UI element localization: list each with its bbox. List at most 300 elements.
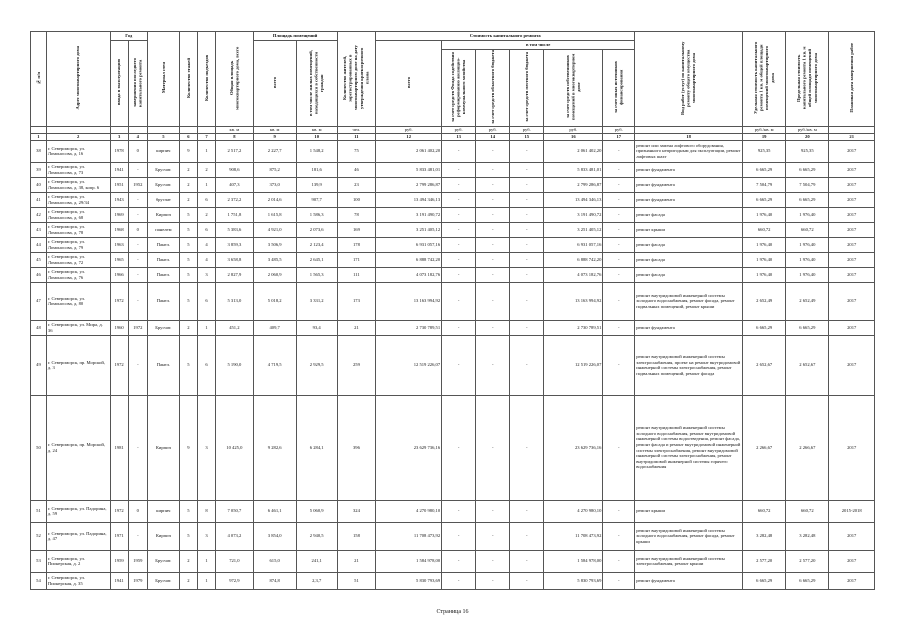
row-number: 46: [31, 267, 47, 282]
floors: 5: [179, 222, 197, 237]
floors: 2: [179, 550, 197, 572]
work-type: ремонт внутридомовой инженерной системы электроснабжения, проект на ремонт внутридомовой инженерной системы электроснабжения, ремонт подвальных помещений, ремонт фасада: [635, 335, 743, 395]
table-row: [31, 252, 875, 267]
residents: 46: [337, 162, 376, 177]
year-repair: -: [128, 267, 147, 282]
table-row: [31, 192, 875, 207]
address: г. Североморск, ул. Мира, д. 36: [46, 320, 110, 335]
column-number-cell: 20: [786, 133, 829, 140]
cost-local: -: [510, 252, 544, 267]
residents: 100: [337, 192, 376, 207]
entrances: 1: [197, 572, 215, 589]
residents: 396: [337, 395, 376, 500]
address: г. Североморск, ул. Падорина, д. 47: [46, 522, 110, 550]
cost-total: 5 830 793,69: [376, 572, 442, 589]
column-number-cell: 19: [743, 133, 786, 140]
wall-material: Брусчат.: [147, 550, 179, 572]
cost-fund: -: [442, 282, 476, 320]
floors: 5: [179, 207, 197, 222]
cost-fund: -: [442, 207, 476, 222]
residents: 78: [337, 207, 376, 222]
unit-cost: 6 665,29: [743, 162, 786, 177]
cost-total: 3 191 490,72: [376, 207, 442, 222]
cost-owners: 6 888 742,20: [544, 252, 603, 267]
floors: 5: [179, 522, 197, 550]
table-row: [31, 320, 875, 335]
cost-regional: -: [476, 140, 510, 162]
address: г. Североморск, ул. Ломоносова, д. 68: [46, 207, 110, 222]
wall-material: Кирпич: [147, 522, 179, 550]
cost-local: -: [510, 395, 544, 500]
limit-cost: 925,35: [786, 140, 829, 162]
cost-other: -: [603, 237, 635, 252]
year-built: 1941: [110, 162, 128, 177]
cost-regional: -: [476, 222, 510, 237]
header-owners: за счет средств собственников помещений в многоквартирном доме: [544, 50, 603, 127]
header-num: № п/п: [31, 32, 47, 127]
total-area: 451,2: [216, 320, 253, 335]
residents: 51: [337, 572, 376, 589]
cost-other: -: [603, 162, 635, 177]
cost-regional: -: [476, 207, 510, 222]
floors: 2: [179, 572, 197, 589]
cost-total: 6 931 057,16: [376, 237, 442, 252]
work-type: ремонт фасада: [635, 252, 743, 267]
area-owned: 2 123,4: [296, 237, 337, 252]
table-row: [31, 177, 875, 192]
year-built: 1971: [110, 522, 128, 550]
entrances: 8: [197, 500, 215, 522]
limit-cost: 6 665,29: [786, 320, 829, 335]
finish-date: 2017: [829, 237, 875, 252]
cost-other: -: [603, 500, 635, 522]
area-all: 615,0: [253, 550, 296, 572]
header-year: Год: [110, 32, 147, 41]
wall-material: Панел.: [147, 237, 179, 252]
wall-material: Панел.: [147, 267, 179, 282]
cost-local: -: [510, 177, 544, 192]
entrances: 1: [197, 177, 215, 192]
cost-other: -: [603, 140, 635, 162]
header-premises-area: Площадь помещений: [253, 32, 337, 41]
column-number-cell: 8: [216, 133, 253, 140]
year-built: 1969: [110, 207, 128, 222]
row-number: 54: [31, 572, 47, 589]
address: г. Североморск, ул. Ломоносова, д. 16: [46, 140, 110, 162]
area-owned: 6 284,1: [296, 395, 337, 500]
residents: 324: [337, 500, 376, 522]
residents: 23: [337, 177, 376, 192]
table-row: [31, 267, 875, 282]
cost-regional: -: [476, 162, 510, 177]
floors: 2: [179, 162, 197, 177]
cost-owners: 5 833 481,01: [544, 162, 603, 177]
year-repair: 1952: [128, 177, 147, 192]
column-number-cell: 16: [544, 133, 603, 140]
cost-fund: -: [442, 335, 476, 395]
area-owned: 1 548,2: [296, 140, 337, 162]
header-year-built: ввода в эксплуатацию: [110, 41, 128, 127]
area-owned: 3 331,2: [296, 282, 337, 320]
year-built: 1972: [110, 500, 128, 522]
year-repair: -: [128, 192, 147, 207]
cost-other: -: [603, 320, 635, 335]
floors: 9: [179, 140, 197, 162]
total-area: 5 383,6: [216, 222, 253, 237]
area-all: 874,8: [253, 572, 296, 589]
limit-cost: 660,72: [786, 500, 829, 522]
entrances: 4: [197, 237, 215, 252]
entrances: 1: [197, 550, 215, 572]
residents: 111: [337, 267, 376, 282]
floors: 5: [179, 335, 197, 395]
total-area: 10 425,0: [216, 395, 253, 500]
column-number-cell: 13: [442, 133, 476, 140]
finish-date: 2017: [829, 320, 875, 335]
finish-date: 2017: [829, 282, 875, 320]
year-built: 1951: [110, 177, 128, 192]
cost-fund: -: [442, 500, 476, 522]
header-cost-total: всего: [376, 41, 442, 127]
limit-cost: 1 976,40: [786, 252, 829, 267]
area-owned: 2 645,1: [296, 252, 337, 267]
cost-total: 3 251 405,12: [376, 222, 442, 237]
floors: 5: [179, 267, 197, 282]
wall-material: Панел.: [147, 282, 179, 320]
column-number-cell: 6: [179, 133, 197, 140]
total-area: 3 658,8: [216, 252, 253, 267]
floors: 5: [179, 237, 197, 252]
total-area: 7 050,7: [216, 500, 253, 522]
table-row: [31, 522, 875, 550]
work-type: ремонт фундамента: [635, 192, 743, 207]
finish-date: 2017: [829, 335, 875, 395]
header-unit-cost: Удельная стоимость капитального ремонта 1 кв. м общей площади помещений многоквартирного дома: [743, 32, 786, 127]
floors: 9: [179, 395, 197, 500]
row-number: 41: [31, 192, 47, 207]
cost-regional: -: [476, 320, 510, 335]
cost-local: -: [510, 335, 544, 395]
limit-cost: 2 266,67: [786, 395, 829, 500]
column-number-cell: 9: [253, 133, 296, 140]
row-number: 49: [31, 335, 47, 395]
cost-owners: 13 494 346,13: [544, 192, 603, 207]
cost-fund: -: [442, 140, 476, 162]
year-repair: -: [128, 207, 147, 222]
cost-regional: -: [476, 395, 510, 500]
limit-cost: 1 976,40: [786, 237, 829, 252]
cost-local: -: [510, 140, 544, 162]
address: г. Североморск, пр. Морской, д. 24: [46, 395, 110, 500]
unit-cost: 1 976,40: [743, 252, 786, 267]
cost-other: -: [603, 222, 635, 237]
area-all: 2 060,9: [253, 267, 296, 282]
entrances: 3: [197, 395, 215, 500]
unit-cost: 2 652,49: [743, 282, 786, 320]
unit-cell: руб.: [603, 126, 635, 133]
address: г. Североморск, ул. Ломоносова, д. 76: [46, 267, 110, 282]
row-number: 39: [31, 162, 47, 177]
total-area: 2 517,2: [216, 140, 253, 162]
table-row: [31, 550, 875, 572]
finish-date: 2017: [829, 252, 875, 267]
cost-total: 2 799 286,87: [376, 177, 442, 192]
area-owned: 2,3,7: [296, 572, 337, 589]
cost-fund: -: [442, 395, 476, 500]
cost-local: -: [510, 192, 544, 207]
cost-fund: -: [442, 237, 476, 252]
address: г. Североморск, пр. Морской, д. 3: [46, 335, 110, 395]
work-type: ремонт фасада: [635, 207, 743, 222]
cost-regional: -: [476, 177, 510, 192]
column-number-cell: 4: [128, 133, 147, 140]
unit-cell: руб./кв. м: [743, 126, 786, 133]
cost-local: -: [510, 572, 544, 589]
unit-cell: [128, 126, 147, 133]
unit-cost: 1 976,40: [743, 237, 786, 252]
column-number-cell: 3: [110, 133, 128, 140]
area-all: 373,0: [253, 177, 296, 192]
year-built: 1941: [110, 572, 128, 589]
header-limit-cost: Предельная стоимость капитального ремонта 1 кв. м общей площади помещений многоквартирного дома: [786, 32, 829, 127]
cost-fund: -: [442, 550, 476, 572]
area-all: 875,2: [253, 162, 296, 177]
work-type: ремонт фасада: [635, 237, 743, 252]
cost-other: -: [603, 192, 635, 207]
unit-cost: 2 652,67: [743, 335, 786, 395]
cost-other: -: [603, 282, 635, 320]
unit-cell: руб./кв. м: [786, 126, 829, 133]
header-area-owned: в том числе жилых помещений, находящихся в собственности граждан: [296, 41, 337, 127]
year-built: 1978: [110, 140, 128, 162]
column-number-cell: 15: [510, 133, 544, 140]
year-repair: 0: [128, 500, 147, 522]
row-number: 45: [31, 252, 47, 267]
floors: 2: [179, 177, 197, 192]
cost-regional: -: [476, 282, 510, 320]
cost-owners: 3 251 405,12: [544, 222, 603, 237]
area-all: 3 506,9: [253, 237, 296, 252]
header-year-repair: завершения последнего капитального ремонта: [128, 41, 147, 127]
cost-regional: -: [476, 252, 510, 267]
cost-regional: -: [476, 335, 510, 395]
total-area: 908,6: [216, 162, 253, 177]
cost-regional: -: [476, 572, 510, 589]
header-including: в том числе: [442, 41, 635, 50]
cost-local: -: [510, 162, 544, 177]
header-residents: Количество жителей, зарегистрированных в многоквартирном доме на дату утверждения краткосрочного плана: [337, 32, 376, 127]
year-built: 1963: [110, 237, 128, 252]
limit-cost: 2 652,49: [786, 282, 829, 320]
table-row: [31, 282, 875, 320]
column-number-cell: 18: [635, 133, 743, 140]
year-built: 1972: [110, 335, 128, 395]
finish-date: 2017: [829, 572, 875, 589]
unit-cell: [147, 126, 179, 133]
cost-other: -: [603, 522, 635, 550]
row-number: 47: [31, 282, 47, 320]
unit-cell: [197, 126, 215, 133]
area-owned: 139,9: [296, 177, 337, 192]
limit-cost: 7 504,79: [786, 177, 829, 192]
limit-cost: 6 665,29: [786, 572, 829, 589]
row-number: 48: [31, 320, 47, 335]
area-all: 3 485,5: [253, 252, 296, 267]
cost-total: 6 888 742,20: [376, 252, 442, 267]
cost-other: -: [603, 252, 635, 267]
cost-total: 11 708 473,92: [376, 522, 442, 550]
cost-local: -: [510, 500, 544, 522]
table-row: [31, 572, 875, 589]
table-row: [31, 162, 875, 177]
cost-owners: 12 519 226,07: [544, 335, 603, 395]
wall-material: Панел.: [147, 252, 179, 267]
capital-repair-table: [30, 31, 875, 590]
column-number-cell: 17: [603, 133, 635, 140]
cost-other: -: [603, 177, 635, 192]
residents: 158: [337, 522, 376, 550]
cost-other: -: [603, 550, 635, 572]
address: г. Североморск, ул. Ломоносова, д. 72: [46, 252, 110, 267]
unit-cost: 1 976,40: [743, 267, 786, 282]
column-number-cell: 12: [376, 133, 442, 140]
area-owned: 1 565,3: [296, 267, 337, 282]
work-type: ремонт крыши: [635, 500, 743, 522]
cost-owners: 4 270 980,10: [544, 500, 603, 522]
column-number-cell: 7: [197, 133, 215, 140]
cost-total: 4 270 980,10: [376, 500, 442, 522]
cost-regional: -: [476, 237, 510, 252]
limit-cost: 3 282,48: [786, 522, 829, 550]
cost-local: -: [510, 237, 544, 252]
floors: 5: [179, 252, 197, 267]
unit-cell: [829, 126, 875, 133]
wall-material: Брусчат.: [147, 572, 179, 589]
work-type: ремонт фундамента: [635, 320, 743, 335]
year-repair: 1972: [128, 320, 147, 335]
year-built: 1972: [110, 282, 128, 320]
finish-date: 2017: [829, 192, 875, 207]
entrances: 6: [197, 282, 215, 320]
area-owned: 1 586,3: [296, 207, 337, 222]
year-built: 1965: [110, 252, 128, 267]
units-row: [31, 126, 875, 133]
limit-cost: 6 665,29: [786, 162, 829, 177]
cost-other: -: [603, 335, 635, 395]
cost-other: -: [603, 572, 635, 589]
table-row: [31, 500, 875, 522]
cost-owners: 6 931 057,16: [544, 237, 603, 252]
residents: 75: [337, 140, 376, 162]
residents: 171: [337, 252, 376, 267]
column-number-cell: 11: [337, 133, 376, 140]
row-number: 52: [31, 522, 47, 550]
entrances: 2: [197, 162, 215, 177]
address: г. Североморск, ул. Ломоносова, д. 78: [46, 222, 110, 237]
unit-cell: чел.: [337, 126, 376, 133]
cost-local: -: [510, 207, 544, 222]
header-cost: Стоимость капитального ремонта: [376, 32, 635, 41]
limit-cost: 660,72: [786, 222, 829, 237]
cost-total: 2 061 402,20: [376, 140, 442, 162]
total-area: 1 751,8: [216, 207, 253, 222]
limit-cost: 2 652,67: [786, 335, 829, 395]
cost-fund: -: [442, 267, 476, 282]
header-work-type: Вид работ (услуг) по капитальному ремонту общего имущества многоквартирного дома: [635, 32, 743, 127]
unit-cost: 660,72: [743, 500, 786, 522]
cost-fund: -: [442, 192, 476, 207]
cost-owners: 5 830 793,69: [544, 572, 603, 589]
header-total-area: Общая площадь многоквартирного дома, всего: [216, 32, 253, 127]
unit-cell: кв. м: [253, 126, 296, 133]
cost-local: -: [510, 222, 544, 237]
cost-regional: -: [476, 267, 510, 282]
entrances: 1: [197, 320, 215, 335]
unit-cell: [46, 126, 110, 133]
year-repair: -: [128, 237, 147, 252]
row-number: 53: [31, 550, 47, 572]
cost-owners: 2 061 402,20: [544, 140, 603, 162]
header-date: Плановая дата завершения работ: [829, 32, 875, 127]
table-row: [31, 222, 875, 237]
area-all: 9 282,6: [253, 395, 296, 500]
address: г. Североморск, ул. Ломоносова, д. 80: [46, 282, 110, 320]
area-all: 409,7: [253, 320, 296, 335]
row-number: 38: [31, 140, 47, 162]
entrances: 6: [197, 192, 215, 207]
area-all: 2 014,6: [253, 192, 296, 207]
cost-owners: 2 730 789,51: [544, 320, 603, 335]
work-type: ремонт фасада: [635, 267, 743, 282]
year-repair: -: [128, 252, 147, 267]
unit-cell: [110, 126, 128, 133]
area-owned: 5 060,9: [296, 500, 337, 522]
limit-cost: 1 976,40: [786, 207, 829, 222]
cost-owners: 3 191 490,72: [544, 207, 603, 222]
year-repair: -: [128, 522, 147, 550]
year-repair: 1979: [128, 572, 147, 589]
year-built: 1943: [110, 192, 128, 207]
table-row: [31, 140, 875, 162]
column-number-cell: 21: [829, 133, 875, 140]
area-owned: 2 940,5: [296, 522, 337, 550]
entrances: 2: [197, 207, 215, 222]
cost-fund: -: [442, 222, 476, 237]
cost-local: -: [510, 267, 544, 282]
area-owned: 2 073,6: [296, 222, 337, 237]
unit-cost: 6 665,29: [743, 572, 786, 589]
cost-local: -: [510, 522, 544, 550]
entrances: 1: [197, 140, 215, 162]
row-number: 42: [31, 207, 47, 222]
cost-owners: 11 708 473,92: [544, 522, 603, 550]
cost-regional: -: [476, 522, 510, 550]
unit-cell: [179, 126, 197, 133]
header-other: за счет иных источников финансирования: [603, 50, 635, 127]
area-owned: 181,6: [296, 162, 337, 177]
area-owned: 907,7: [296, 192, 337, 207]
finish-date: 2017: [829, 162, 875, 177]
area-all: 6 461,1: [253, 500, 296, 522]
row-number: 40: [31, 177, 47, 192]
work-type: ремонт фундамента: [635, 162, 743, 177]
unit-cost: 3 282,48: [743, 522, 786, 550]
area-all: 3 854,0: [253, 522, 296, 550]
unit-cost: 660,72: [743, 222, 786, 237]
total-area: 407,3: [216, 177, 253, 192]
work-type: ремонт или замена лифтового оборудования, признанного непригодным для эксплуатации, ремонт лифтовых шахт: [635, 140, 743, 162]
year-built: 1966: [110, 267, 128, 282]
